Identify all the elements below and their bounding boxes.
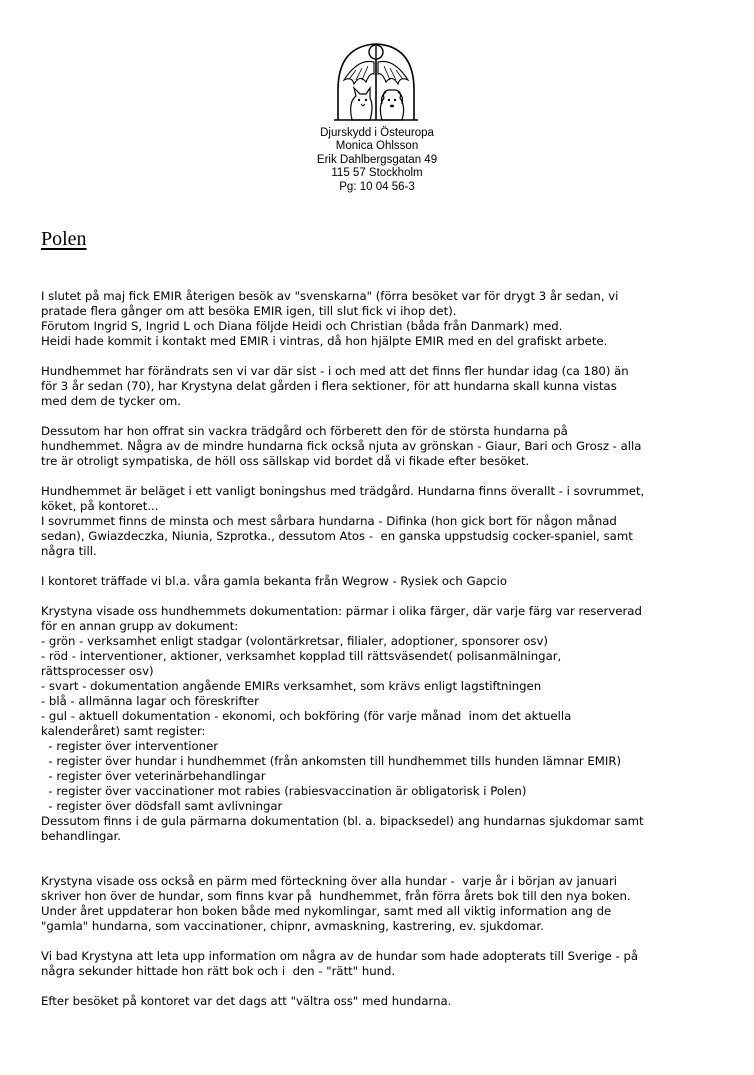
paragraph xyxy=(41,289,731,349)
text-line: - register över dödsfall samt avlivningar xyxy=(41,799,283,813)
text-line: för en annan grupp av dokument: xyxy=(41,619,239,633)
text-line: pratade flera gånger om att besöka EMIR igen, till slut fick vi ihop det). xyxy=(41,304,457,318)
text-line: - register över hundar i hundhemmet (från ankomsten till hundhemmet tills hunden lämnar EMIR) xyxy=(41,754,622,768)
text-line: Förutom Ingrid S, Ingrid L och Diana följde Heidi och Christian (båda från Danmark) med. xyxy=(41,319,563,333)
body-text xyxy=(41,289,731,1024)
street-address: Erik Dahlbergsgatan 49 xyxy=(316,153,438,166)
text-line: Krystyna visade oss hundhemmets dokumentation: pärmar i olika färger, där varje färg var reserverad xyxy=(41,604,642,618)
text-line: behandlingar. xyxy=(41,829,121,843)
text-line: Dessutom finns i de gula pärmarna dokumentation (bl. a. bipacksedel) ang hundarnas sjukdomar samt xyxy=(41,814,644,828)
text-line: köket, på kontoret... xyxy=(41,499,159,513)
organization-name: Djurskydd i Östeuropa xyxy=(320,127,434,139)
text-line: Krystyna visade oss också en pärm med förteckning över alla hundar - varje år i början av januari xyxy=(41,874,617,888)
text-line: skriver hon över de hundar, som finns kvar på hundhemmet, från förra årets bok till den nya boken. xyxy=(41,889,631,903)
text-line: I kontoret träffade vi bl.a. våra gamla bekanta från Wegrow - Rysiek och Gapcio xyxy=(41,574,507,588)
text-line: tre är otroligt sympatiska, de höll oss sällskap vid bordet då vi fikade efter besöket. xyxy=(41,454,530,468)
text-line: Dessutom har hon offrat sin vackra trädgård och förberett den för de största hundarna på xyxy=(41,424,568,438)
text-line: - register över interventioner xyxy=(41,739,219,753)
text-line: I slutet på maj fick EMIR återigen besök av "svenskarna" (förra besöket var för drygt 3 år sedan, vi xyxy=(41,289,619,303)
postal-city: 115 57 Stockholm xyxy=(331,167,423,180)
paragraph xyxy=(41,874,731,934)
text-line: - svart - dokumentation angående EMIRs verksamhet, som krävs enligt lagstiftningen xyxy=(41,679,542,693)
text-line: Hundhemmet har förändrats sen vi var där sist - i och med att det finns fler hundar idag (ca 180) än xyxy=(41,364,629,378)
text-line: Efter besöket på kontoret var det dags att "vältra oss" med hundarna. xyxy=(41,994,452,1008)
text-line: Vi bad Krystyna att leta upp information om några av de hundar som hade adopterats till Sverige - på xyxy=(41,949,639,963)
text-line: - röd - interventioner, aktioner, verksamhet kopplad till rättsväsendet( polisanmälningar, xyxy=(41,649,562,663)
text-line: hundhemmet. Några av de mindre hundarna fick också njuta av grönskan - Giaur, Bari och Grosz - alla xyxy=(41,439,642,453)
text-line: sedan), Gwiazdeczka, Niunia, Szprotka., dessutom Atos - en ganska uppstudsig cocker-spaniel, samt xyxy=(41,529,633,543)
contact-name: Monica Ohlsson xyxy=(335,140,419,153)
text-line: - blå - allmänna lagar och föreskrifter xyxy=(41,694,259,708)
text-line: några sekunder hittade hon rätt bok och i den - "rätt" hund. xyxy=(41,964,396,978)
text-line: - register över veterinärbehandlingar xyxy=(41,769,266,783)
text-line: några till. xyxy=(41,544,97,558)
text-line: Hundhemmet är beläget i ett vanligt boningshus med trädgård. Hundarna finns överallt - i sovrummet, xyxy=(41,484,645,498)
spacer xyxy=(41,859,731,874)
text-line: - grön - verksamhet enligt stadgar (volontärkretsar, filialer, adoptioner, sponsorer osv) xyxy=(41,634,548,648)
text-line: Heidi hade kommit i kontakt med EMIR i vintras, då hon hjälpte EMIR med en del grafiskt arbete. xyxy=(41,334,608,348)
paragraph xyxy=(41,994,731,1009)
text-line: I sovrummet finns de minsta och mest sårbara hundarna - Difinka (hon gick bort för någon månad xyxy=(41,514,617,528)
text-line: rättsprocesser osv) xyxy=(41,664,154,678)
postgiro-number: Pg: 10 04 56-3 xyxy=(339,180,415,193)
text-line: - gul - aktuell dokumentation - ekonomi, och bokföring (för varje månad inom det aktuella xyxy=(41,709,572,723)
paragraph xyxy=(41,574,731,589)
paragraph xyxy=(41,949,731,979)
paragraph xyxy=(41,364,731,409)
text-line: kalenderåret) samt register: xyxy=(41,724,206,738)
text-line: för 3 år sedan (70), har Krystyna delat gården i flera sektioner, för att hundarna skall kunna vistas xyxy=(41,379,617,393)
organization-address xyxy=(0,127,754,194)
paragraph xyxy=(41,604,731,844)
text-line: med dem de tycker om. xyxy=(41,394,181,408)
text-line: - register över vaccinationer mot rabies (rabiesvaccination är obligatorisk i Polen) xyxy=(41,784,527,798)
paragraph xyxy=(41,424,731,469)
text-line: Under året uppdaterar hon boken både med nykomlingar, samt med all viktig information ang de xyxy=(41,904,612,918)
paragraph xyxy=(41,484,731,559)
organization-logo xyxy=(330,40,422,126)
page-heading: Polen xyxy=(41,228,87,250)
text-line: "gamla" hundarna, som vaccinationer, chipnr, avmaskning, kastrering, ev. sjukdomar. xyxy=(41,919,544,933)
